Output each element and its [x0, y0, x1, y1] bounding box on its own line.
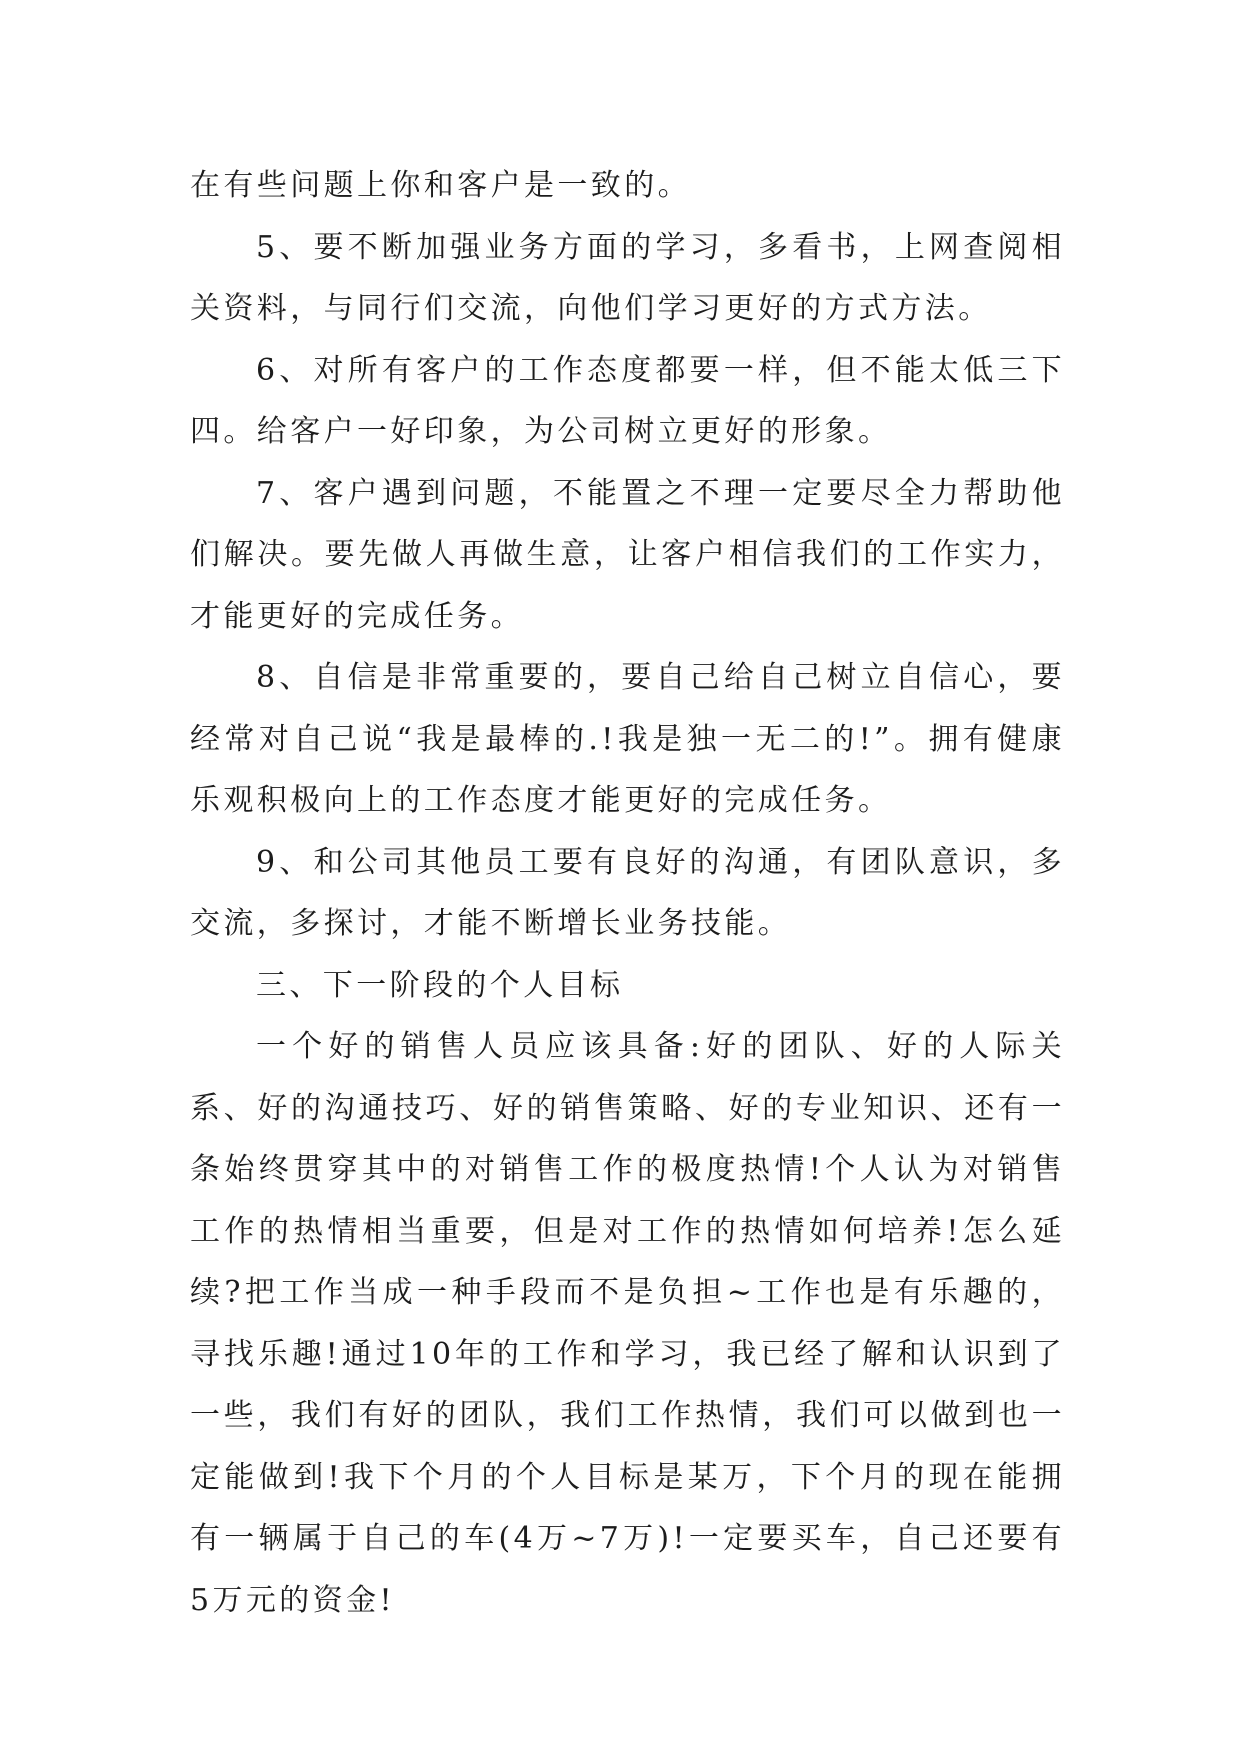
closing-paragraph: 一个好的销售人员应该具备:好的团队、好的人际关系、好的沟通技巧、好的销售策略、好的专业知识、还有一条始终贯穿其中的对销售工作的极度热情!个人认为对销售工作的热情相当重要，但是对工作的热情如何培养!怎么延续?把工作当成一种手段而不是负担~工作也是有乐趣的，寻找乐趣!通过10年的工作和学习，我已经了解和认识到了一些，我们有好的团队，我们工作热情，我们可以做到也一定能做到!我下个月的个人目标是某万，下个月的现在能拥有一辆属于自己的车(4万~7万)!一定要买车，自己还要有5万元的资金! — [190, 1029, 1065, 1618]
paragraph-item-6: 6、对所有客户的工作态度都要一样，但不能太低三下四。给客户一好印象，为公司树立更好的形象。 — [190, 352, 1065, 449]
paragraph-item-9: 9、和公司其他员工要有良好的沟通，有团队意识，多交流，多探讨，才能不断增长业务技能。 — [190, 844, 1065, 941]
paragraph-item-7: 7、客户遇到问题，不能置之不理一定要尽全力帮助他们解决。要先做人再做生意，让客户相信我们的工作实力，才能更好的完成任务。 — [190, 475, 1065, 634]
paragraph-continuation: 在有些问题上你和客户是一致的。 — [190, 168, 691, 203]
section-heading: 三、下一阶段的个人目标 — [256, 967, 624, 1003]
body-text — [190, 155, 1065, 1631]
paragraph-item-5: 5、要不断加强业务方面的学习，多看书，上网查阅相关资料，与同行们交流，向他们学习更好的方式方法。 — [190, 229, 1065, 326]
paragraph-item-8: 8、自信是非常重要的，要自己给自己树立自信心，要经常对自己说“我是最棒的.!我是独一无二的!”。拥有健康乐观积极向上的工作态度才能更好的完成任务。 — [190, 660, 1065, 818]
